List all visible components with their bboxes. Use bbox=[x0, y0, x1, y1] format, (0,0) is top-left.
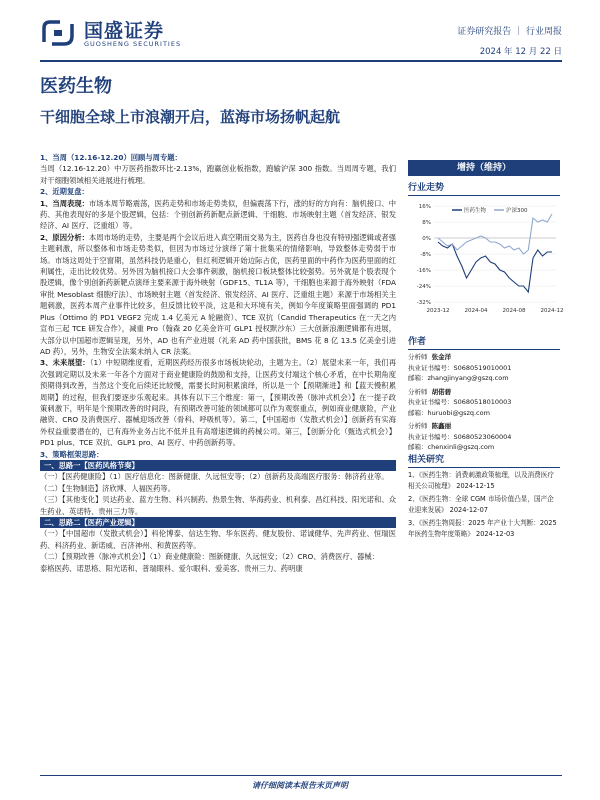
y-tick-label: -32% bbox=[416, 300, 431, 306]
para-1: 市场本周节略震荡，医药走势和市场走势类似，但偏震荡下行，涨的好的方向有：脑机接口、中药、其他表现好的多是个股逻辑，包括：个别创新药新靶点新逻辑、干细胞、市场映射主题（首发经济、银发经济、AI 医疗、泛重组）等。 bbox=[40, 198, 397, 231]
industry-title: 医药生物 bbox=[40, 76, 112, 97]
analyst-email[interactable]: 邮箱：huruobi@gszq.com bbox=[408, 408, 490, 417]
y-tick-label: -8% bbox=[420, 252, 431, 258]
analyst-name: 张金洋 bbox=[431, 353, 452, 361]
para-1-lead: 1、当周表现： bbox=[40, 198, 89, 208]
company-name-en: GUOSHENG SECURITIES bbox=[84, 40, 182, 48]
analyst-cert: 执业证书编号：S0680519010001 bbox=[408, 363, 512, 372]
related-title: 相关研究 bbox=[408, 452, 560, 468]
report-date: 2024 年 12 月 22 日 bbox=[479, 47, 562, 57]
para-3-lead: 3、未来展望： bbox=[40, 358, 90, 368]
report-body bbox=[40, 152, 396, 574]
x-tick-label: 2024-08 bbox=[502, 308, 526, 314]
analysts-title: 作者 bbox=[408, 334, 560, 350]
framework-1-item-1: （一）【医药健康险】（1）医疗信息化：图新健康、久远恒安等；（2）创新药及高端医疗服务：韩济药业等。 bbox=[40, 472, 389, 482]
legend-label: 沪深300 bbox=[506, 208, 528, 214]
analyst-cert: 执业证书编号：S0680523060004 bbox=[408, 432, 512, 441]
series-line-1 bbox=[438, 214, 552, 254]
related-item[interactable]: 1、《医药生物：消费刺激政策梳理，以及消费医疗相关公司梳理》 2024-12-15 bbox=[408, 471, 554, 490]
y-tick-label: -16% bbox=[416, 268, 431, 274]
analyst-email[interactable]: 邮箱：chenxinli@gszq.com bbox=[408, 443, 495, 451]
analyst-name: 陈鑫丽 bbox=[431, 422, 452, 430]
y-tick-label: 8% bbox=[422, 220, 431, 226]
analyst-entry bbox=[408, 387, 560, 419]
report-type: 证券研究报告 ｜ 行业周报 bbox=[457, 27, 562, 37]
section-1-title: 1、当周（12.16-12.20）回顾与周专题： bbox=[40, 153, 182, 162]
company-name: 国盛证券 bbox=[84, 20, 165, 42]
para-2: 本周市场的走势，主要是两个会议后进入真空期而交易为主，医药自身也没有特别强逻辑或者强主题刺激，所以整体和市场走势类似，但因为市场过分演绎了第十批集采的情绪影响，导致整体走势弱于市场。市场这周处于空窗期，虽然科技仍是重心，但红利逻辑开始边际占优，医药里面的中药作为医药里面的红利属性，走出比较优势。另外因为脑机接口大会事件刺激，脑机接口板块整体比较强势。另外就是个股表现个股逻辑，像个别创新药新靶点演绎主要来源于海外映射（GDF15、TL1A 等），干细胞也来源于海外映射（FDA 审批 Mesoblast 细胞疗法）、市场映射主题（首发经济、银发经济、AI 医疗、泛重组主题）来源于市场相关主题刺激，医药本周产业事件比较多，但反馈比较平淡，这是和大环境有关，例如今年度策略里面强调的 PD1 Plus（Ottimo 的 PD1 VEGF2 完成 1.4 亿美元 A 轮融资）、TCE 双抗（Candid Therapeutics 在一天之内宣布三起 TCE 研发合作），减重 Pro（翰森 20 亿美金许可 GLP1 授权默沙东）三大创新浪潮逻辑都有进展，大部分以中国超市逻辑呈现，另外，AD 也有产业进展（礼来 AD 药中国获批，BMS 花 8 亿 13.5 亿美金引进 AD 药），另外，生物安全法案未纳入 CR 法案。 bbox=[40, 232, 397, 356]
report-headline: 干细胞全球上市浪潮开启，蓝海市场扬帆起航 bbox=[40, 108, 341, 126]
framework-2-item-3: 泰格医药、诺思格、阳光诺和、普瑞眼科、爱尔眼科、爱美客、贵州三力、药明康 bbox=[40, 563, 303, 573]
x-tick-label: 2024-12 bbox=[540, 308, 564, 314]
trend-title: 行业走势 bbox=[408, 180, 560, 196]
x-tick-label: 2023-12 bbox=[426, 308, 450, 314]
framework-1-item-2: （二）【生物制造】济欣博、人福医药等。 bbox=[40, 483, 175, 493]
related-item[interactable]: 2、《医药生物：全球 CGM 市场价值凸显，国产企业迎来发展》 2024-12-07 bbox=[408, 495, 554, 514]
analyst-name: 胡偌碧 bbox=[431, 387, 452, 396]
related-item[interactable]: 3、《医药生物周报：2025 年产业十大判断：2025 年医药生物年度策略》 2024-12-03 bbox=[408, 519, 557, 538]
y-tick-label: 16% bbox=[418, 204, 431, 210]
analyst-cert: 执业证书编号：S0680518010003 bbox=[408, 398, 512, 406]
related-research bbox=[408, 470, 560, 542]
y-tick-label: 0% bbox=[422, 236, 431, 242]
framework-1-title: 一、思路一【医药风格节奏】 bbox=[40, 460, 396, 471]
series-line-0 bbox=[438, 242, 552, 292]
para-3: （1）中短期维度看，近期医药经历很多市场板块轮动，主题为主。（2）展望未来一年，我们再次强调定期以及未来一年各个方面对于商业健康险的鼓励和支持，让医药支付端这个核心矛盾，在中长期角度预期得到改善，当然这个变化后续还比较慢，需要长时间积累演绎，所以是一个【预期渐进】和【蓝天慢积累周期】的过程，但我们要逐步乐观起来。具体有以下三个维度：第一，【预期改善（脉冲式机会）】在一提子政策刺激下，明年是个预期改善的时间段，有预期改善可能的领域都可以作为观察重点，例如商业健康险，产业融资、CRO 及消费医疗、器械迎场改善（骨科、呼吸机等）。第二，【中国超市（发散式机会）】创新药有实海外权益重要潜在的，已有海外业务占比不低并且有高增速逻辑的药械公司。第三，【创新分化（甄选式机会）】PD1 plus、TCE 双抗、GLP1 pro、AI 医疗、中药创新药等。 bbox=[40, 358, 397, 448]
trend-chart bbox=[408, 198, 564, 318]
company-logo-icon bbox=[40, 18, 80, 48]
framework-1-item-3: （三）【其他变化】贝达药业、蓝方生物、科兴制药、热景生物、华海药业、机利泰、昌红科技、阳光诺和、众生药业、英诺特、贵州三力等。 bbox=[40, 495, 396, 516]
rating-badge: 增持（维持） bbox=[408, 160, 560, 176]
section-1-text: 当周（12.16-12.20）中万医药指数环比-2.13%，跑赢创业板指数，跑输沪深 300 指数。当周周专题，我们对干细胞领域相关进展进行梳理。 bbox=[40, 164, 396, 185]
legend-label: 医药生物 bbox=[464, 208, 487, 214]
analyst-role: 分析师 bbox=[408, 387, 428, 396]
analyst-role: 分析师 bbox=[408, 353, 428, 361]
analyst-list bbox=[408, 352, 560, 453]
para-2-lead: 2、原因分析： bbox=[40, 232, 89, 242]
framework-2-item-2: （二）【预期改善（脉冲式机会）】（1）商业健康险：图新健康、久远恒安；（2）CRO、消费医疗、器械： bbox=[40, 552, 379, 562]
section-2-title: 2、近期复盘： bbox=[40, 187, 89, 197]
y-tick-label: -24% bbox=[416, 284, 431, 290]
framework-2-title: 二、思路二【医药产业逻辑】 bbox=[40, 517, 396, 528]
framework-2-item-1: （一）【中国超市（发散式机会）】科伦博泰、信达生物、华东医药、健友股份、诺诚健华、先声药业、恒瑞医药、科济药业、新诺威、百济神州、和黄医药等。 bbox=[40, 529, 396, 550]
footer-disclaimer: 请仔细阅读本报告末页声明 bbox=[252, 781, 348, 790]
analyst-entry bbox=[408, 421, 560, 453]
x-tick-label: 2024-04 bbox=[464, 308, 488, 314]
footer-divider bbox=[40, 775, 562, 776]
analyst-email[interactable]: 邮箱：zhangjinyang@gszq.com bbox=[408, 374, 509, 382]
analyst-entry bbox=[408, 352, 560, 384]
analyst-role: 分析师 bbox=[408, 422, 428, 430]
section-3-title: 3、策略框架思路： bbox=[40, 449, 104, 459]
header-divider bbox=[40, 60, 562, 62]
